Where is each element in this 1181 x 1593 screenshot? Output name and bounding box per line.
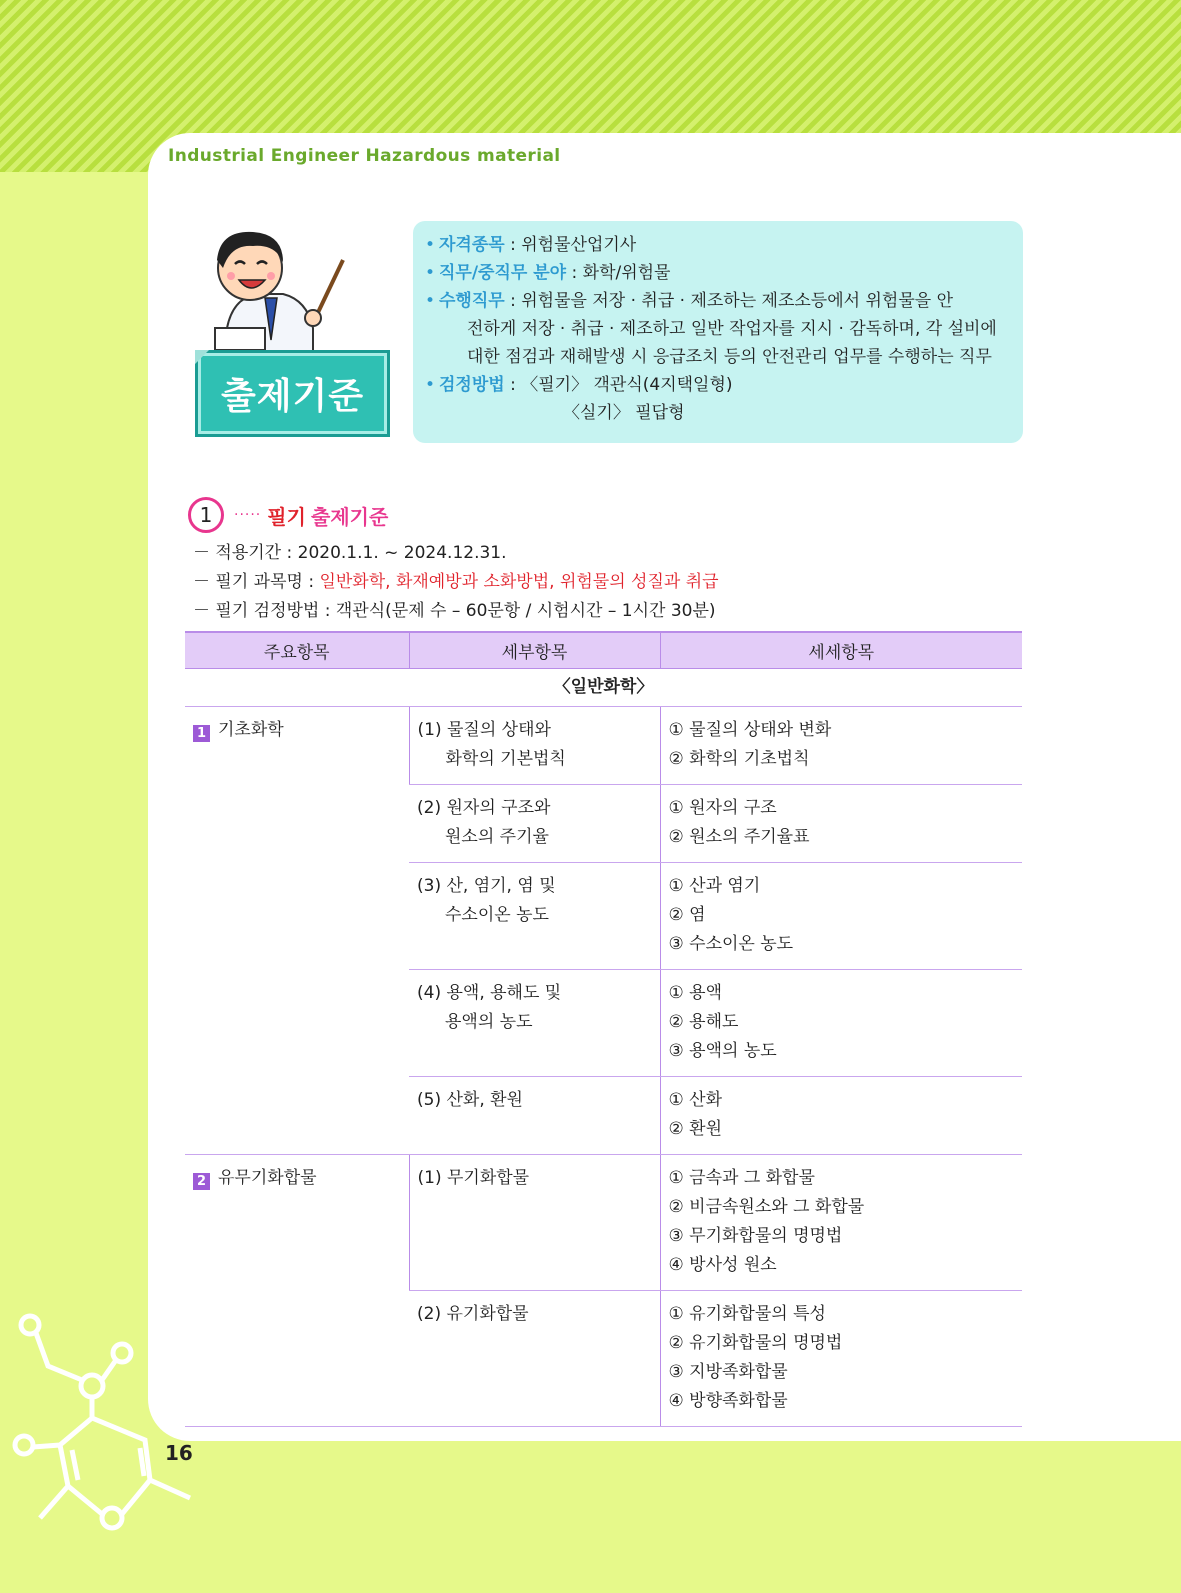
detail-item-line: (3) 산, 염기, 염 및 bbox=[417, 876, 556, 896]
info-key: 수행직무 bbox=[439, 291, 505, 311]
running-title: Industrial Engineer Hazardous material bbox=[168, 146, 561, 166]
subdetail-item-line: ① 물질의 상태와 변화 bbox=[668, 720, 832, 740]
detail-item-line: 수소이온 농도 bbox=[445, 905, 549, 925]
detail-item-line: (1) 무기화합물 bbox=[417, 1168, 530, 1188]
subdetail-item-line: ① 금속과 그 화합물 bbox=[668, 1168, 815, 1188]
info-sep: : bbox=[504, 235, 522, 255]
header-subdetail: 세세항목 bbox=[660, 632, 1022, 669]
table-row bbox=[185, 1155, 1022, 1291]
main-item-cell bbox=[185, 1155, 409, 1427]
subdetail-item-line: ① 용액 bbox=[668, 983, 722, 1003]
subdetail-item-line: ③ 수소이온 농도 bbox=[668, 934, 794, 954]
subdetail-item-line: ① 유기화합물의 특성 bbox=[668, 1304, 826, 1324]
criteria-table bbox=[185, 631, 1022, 1427]
subdetail-item-line: ② 염 bbox=[668, 905, 706, 925]
info-value-cont: 전하게 저장 · 취급 · 제조하고 일반 작업자를 지시 · 감독하며, 각 설비에 bbox=[467, 319, 997, 339]
subdetail-item-line: ② 환원 bbox=[668, 1119, 722, 1139]
main-item-label: 기초화학 bbox=[218, 720, 284, 740]
subject-names: 일반화학, 화재예방과 소화방법, 위험물의 성질과 취급 bbox=[319, 572, 719, 592]
detail-item-line: 용액의 농도 bbox=[445, 1012, 533, 1032]
subject-row bbox=[185, 669, 1022, 707]
info-row-method bbox=[425, 371, 1011, 427]
teacher-mascot-icon bbox=[195, 228, 395, 358]
detail-item-line: (4) 용액, 용해도 및 bbox=[417, 983, 562, 1003]
method-line: － 필기 검정방법 : 객관식(문제 수 – 60문항 / 시험시간 – 1시간 30분) bbox=[193, 601, 716, 621]
detail-item-cell bbox=[409, 1077, 660, 1155]
subdetail-item-line: ③ 용액의 농도 bbox=[668, 1041, 777, 1061]
main-item-cell bbox=[185, 707, 409, 1155]
badge-fold bbox=[195, 350, 209, 364]
subdetail-item-line: ② 화학의 기초법칙 bbox=[668, 749, 810, 769]
detail-item-line: 원소의 주기율 bbox=[445, 827, 549, 847]
detail-item-line: (2) 유기화합물 bbox=[417, 1304, 529, 1324]
info-key: 검정방법 bbox=[439, 375, 505, 395]
info-value: 〈필기〉 객관식(4지택일형) bbox=[521, 375, 733, 395]
subdetail-item-cell bbox=[660, 863, 1022, 970]
subject-label: 〈일반화학〉 bbox=[185, 669, 1022, 707]
subdetail-item-cell bbox=[660, 1291, 1022, 1427]
info-sep: : bbox=[504, 291, 522, 311]
page-number: 16 bbox=[165, 1441, 193, 1465]
subject-line bbox=[193, 568, 719, 597]
main-item-number: 1 bbox=[193, 725, 210, 742]
section-number: 1 bbox=[188, 497, 224, 533]
subdetail-item-cell bbox=[660, 970, 1022, 1077]
subdetail-item-cell bbox=[660, 1155, 1022, 1291]
detail-item-line: (1) 물질의 상태와 bbox=[417, 720, 551, 740]
subdetail-item-line: ② 유기화합물의 명명법 bbox=[668, 1333, 843, 1353]
detail-item-line: 화학의 기본법칙 bbox=[445, 749, 566, 769]
header-detail: 세부항목 bbox=[409, 632, 660, 669]
bullet-icon: • bbox=[425, 291, 436, 311]
exam-info-lines bbox=[193, 539, 719, 626]
detail-item-cell bbox=[409, 785, 660, 863]
subject-prefix: － 필기 과목명 : bbox=[193, 572, 320, 592]
detail-item-cell bbox=[409, 707, 660, 785]
main-item-label: 유무기화합물 bbox=[218, 1168, 317, 1188]
info-row-field bbox=[425, 259, 1011, 287]
molecule-decoration-icon bbox=[0, 1300, 210, 1560]
table-header-row bbox=[185, 632, 1022, 669]
detail-item-cell bbox=[409, 863, 660, 970]
info-value: 화학/위험물 bbox=[582, 263, 671, 283]
subdetail-item-line: ② 원소의 주기율표 bbox=[668, 827, 810, 847]
subdetail-item-line: ① 산과 염기 bbox=[668, 876, 761, 896]
subdetail-item-line: ④ 방향족화합물 bbox=[668, 1391, 788, 1411]
table-row bbox=[185, 707, 1022, 785]
info-value-cont: 〈실기〉 필답형 bbox=[563, 403, 685, 423]
bullet-icon: • bbox=[425, 375, 436, 395]
detail-item-cell bbox=[409, 1155, 660, 1291]
detail-item-cell bbox=[409, 1291, 660, 1427]
subdetail-item-line: ③ 무기화합물의 명명법 bbox=[668, 1226, 843, 1246]
info-value: 위험물을 저장 · 취급 · 제조하는 제조소등에서 위험물을 안 bbox=[521, 291, 953, 311]
header-main: 주요항목 bbox=[185, 632, 409, 669]
section-heading bbox=[188, 497, 388, 533]
subdetail-item-cell bbox=[660, 1077, 1022, 1155]
subdetail-item-cell bbox=[660, 785, 1022, 863]
info-sep: : bbox=[566, 263, 583, 283]
info-value: 위험물산업기사 bbox=[521, 235, 637, 255]
subdetail-item-line: ② 용해도 bbox=[668, 1012, 739, 1032]
main-item-number: 2 bbox=[193, 1173, 210, 1190]
info-key: 직무/중직무 분야 bbox=[439, 263, 567, 283]
section-title-b: 출제기준 bbox=[311, 504, 389, 529]
detail-item-line: (2) 원자의 구조와 bbox=[417, 798, 551, 818]
exam-criteria-badge: 출제기준 bbox=[195, 350, 390, 437]
section-dots: ····· bbox=[234, 507, 262, 523]
detail-item-line: (5) 산화, 환원 bbox=[417, 1090, 523, 1110]
apply-period: － 적용기간 : 2020.1.1. ~ 2024.12.31. bbox=[193, 543, 507, 563]
info-row-qualification bbox=[425, 231, 1011, 259]
subdetail-item-line: ② 비금속원소와 그 화합물 bbox=[668, 1197, 865, 1217]
info-sep: : bbox=[504, 375, 522, 395]
subdetail-item-line: ① 원자의 구조 bbox=[668, 798, 777, 818]
bullet-icon: • bbox=[425, 235, 436, 255]
subdetail-item-line: ① 산화 bbox=[668, 1090, 722, 1110]
subdetail-item-line: ④ 방사성 원소 bbox=[668, 1255, 777, 1275]
info-key: 자격종목 bbox=[439, 235, 505, 255]
info-row-duty bbox=[425, 287, 1011, 371]
info-value-cont: 대한 점검과 재해발생 시 응급조치 등의 안전관리 업무를 수행하는 직무 bbox=[467, 347, 992, 367]
detail-item-cell bbox=[409, 970, 660, 1077]
subdetail-item-cell bbox=[660, 707, 1022, 785]
info-box bbox=[413, 221, 1023, 443]
section-title-a: 필기 bbox=[267, 504, 306, 529]
subdetail-item-line: ③ 지방족화합물 bbox=[668, 1362, 788, 1382]
bullet-icon: • bbox=[425, 263, 436, 283]
